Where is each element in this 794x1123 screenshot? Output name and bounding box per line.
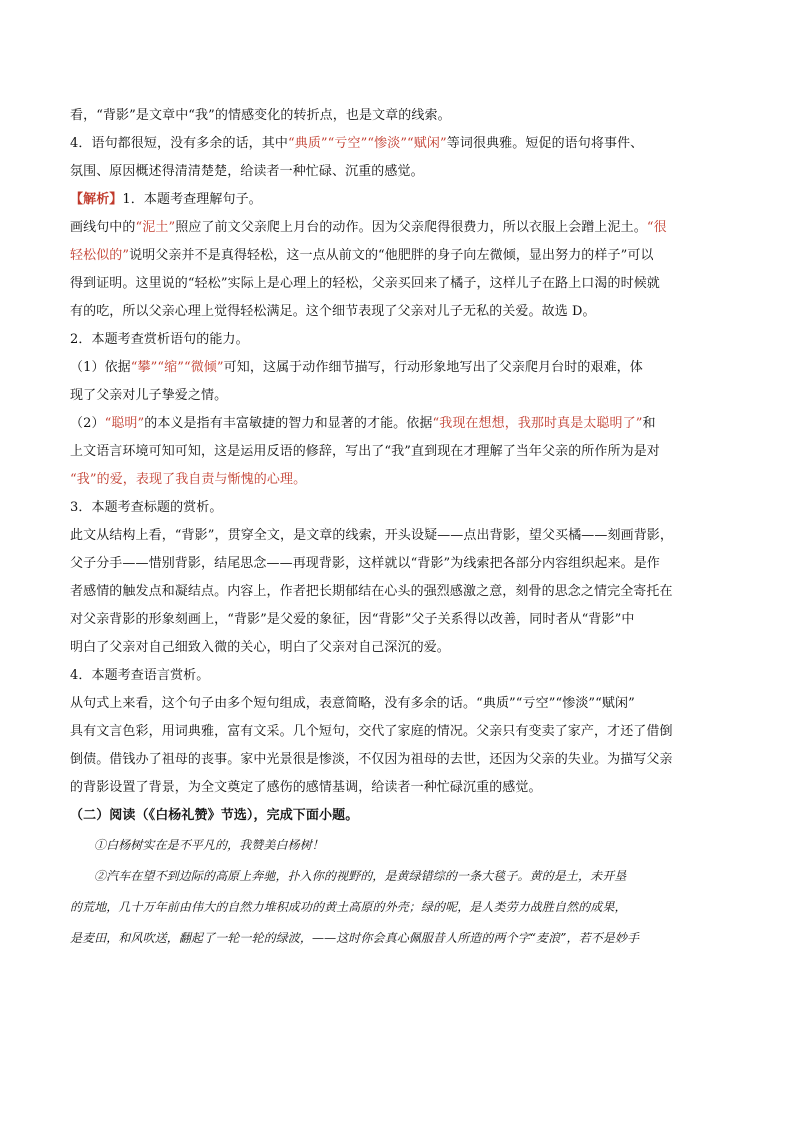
text-run: 画线句中的 [70, 220, 136, 235]
text-run: （1）依据 [70, 360, 131, 375]
text-run: 1．本题考查理解句子。 [122, 192, 262, 207]
analysis-q4-line-2: 具有文言色彩，用词典雅，富有文采。几个短句，交代了家庭的情况。父亲只有变卖了家产，才还了借倒 [70, 724, 673, 739]
analysis-q1-line-3: 得到证明。这里说的“轻松”实际上是心理上的轻松，父亲买回来了橘子，这样儿子在路上口渴的时候就 [70, 276, 660, 291]
analysis-q3-line-3: 者感情的触发点和凝结点。内容上，作者把长期郁结在心头的强烈感激之意，刻骨的思念之情完全寄托在 [70, 584, 673, 599]
text-run: 的本义是指有丰富敏捷的智力和显著的才能。依据 [144, 416, 433, 431]
highlight-words: “泥土” [135, 220, 176, 235]
analysis-q1-line-2 [70, 242, 730, 270]
highlight-words: “典质”“亏空”“惨淡”“赋闲” [287, 136, 447, 151]
analysis-q3-line-5: 明白了父亲对自己细致入微的关心，明白了父亲对自己深沉的爱。 [70, 640, 450, 655]
analysis-q2b-line-1 [70, 410, 730, 438]
answer-3-tail: 看，“背影”是文章中“我”的情感变化的转折点，也是文章的线索。 [70, 108, 451, 123]
answer-4-line-1 [70, 130, 730, 158]
highlight-words: “我现在想想，我那时真是太聪明了” [432, 416, 643, 431]
passage-paragraph-2-line-1: ②汽车在望不到边际的高原上奔驰，扑入你的视野的，是黄绿错综的一条大毯子。黄的是土，未开垦 [94, 869, 627, 883]
passage-paragraph-1: ①白杨树实在是不平凡的，我赞美白杨树！ [94, 838, 324, 852]
analysis-q1-line-1 [70, 214, 730, 242]
analysis-q3-title: 3．本题考查标题的赏析。 [70, 500, 223, 515]
analysis-q2a-line-2: 现了父亲对儿子挚爱之情。 [70, 388, 228, 403]
text-run: 说明父亲并不是真得轻松，这一点从前文的“他肥胖的身子向左微倾，显出努力的样子”可以 [129, 248, 654, 263]
analysis-q2-title: 2．本题考查赏析语句的能力。 [70, 332, 249, 347]
text-run: 可知，这属于动作细节描写，行动形象地写出了父亲爬月台时的艰难，体 [223, 360, 643, 375]
analysis-q1-title [70, 186, 730, 214]
analysis-q4-line-4: 的背影设置了背景，为全文奠定了感伤的感情基调，给读者一种忙碌沉重的感觉。 [70, 780, 542, 795]
analysis-q1-line-4: 有的吃，所以父亲心理上觉得轻松满足。这个细节表现了父亲对儿子无私的关爱。故选 D。 [70, 304, 596, 319]
analysis-q4-line-1: 从句式上来看，这个句子由多个短句组成，表意简略，没有多余的话。“典质”“亏空”“惨淡”“赋闲” [70, 696, 635, 711]
highlight-words: 轻松似的” [70, 248, 130, 263]
text-run: 4．语句都很短，没有多余的话，其中 [70, 136, 288, 151]
text-run: 和 [642, 416, 656, 431]
analysis-q2b-line-3: “我”的爱，表现了我自责与惭愧的心理。 [70, 472, 307, 487]
text-run: 照应了前文父亲爬上月台的动作。因为父亲爬得很费力，所以衣服上会蹭上泥土。 [175, 220, 647, 235]
analysis-q4-line-3: 倒债。借钱办了祖母的丧事。家中光景很是惨淡，不仅因为祖母的去世，还因为父亲的失业。为描写父亲 [70, 752, 673, 767]
analysis-q3-line-4: 对父亲背影的形象刻画上，“背影”是父爱的象征，因“背影”父子关系得以改善，同时者从“背影”中 [70, 612, 635, 627]
analysis-q4-title: 4．本题考查语言赏析。 [70, 668, 210, 683]
passage-paragraph-2-line-2: 的荒地，几十万年前由伟大的自然力堆积成功的黄土高原的外壳；绿的呢，是人类劳力战胜自然的成果， [70, 900, 627, 914]
analysis-label: 【解析】 [70, 192, 123, 207]
analysis-q3-line-2: 父子分手——惜别背影，结尾思念——再现背影，这样就以“背影”为线索把各部分内容组织起来。是作 [70, 556, 660, 571]
highlight-words: “很 [646, 220, 667, 235]
analysis-q2b-line-2: 上文语言环境可知可知，这是运用反语的修辞，写出了“我”直到现在才理解了当年父亲的所作所为是对 [70, 444, 660, 459]
highlight-words: “聪明” [104, 416, 145, 431]
text-run: （2） [70, 416, 105, 431]
text-run: 等词很典雅。短促的语句将事件、 [446, 136, 644, 151]
analysis-q3-line-1: 此文从结构上看，“背影”，贯穿全文，是文章的线索，开头设疑——点出背影，望父买橘——刻画背影， [70, 528, 673, 543]
passage-paragraph-2-line-3: 是麦田，和风吹送，翻起了一轮一轮的绿波，——这时你会真心佩服昔人所造的两个字“麦浪”，若不是妙手 [70, 931, 640, 945]
answer-4-line-2: 氛围、原因概述得清清楚楚，给读者一种忙碌、沉重的感觉。 [70, 164, 424, 179]
analysis-q2a-line-1 [70, 354, 730, 382]
document-body [70, 102, 730, 954]
reading-passage [70, 830, 730, 954]
section-2-heading: （二）阅读（《白杨礼赞》节选），完成下面小题。 [70, 808, 359, 823]
highlight-words: “攀”“缩”“微倾” [130, 360, 224, 375]
